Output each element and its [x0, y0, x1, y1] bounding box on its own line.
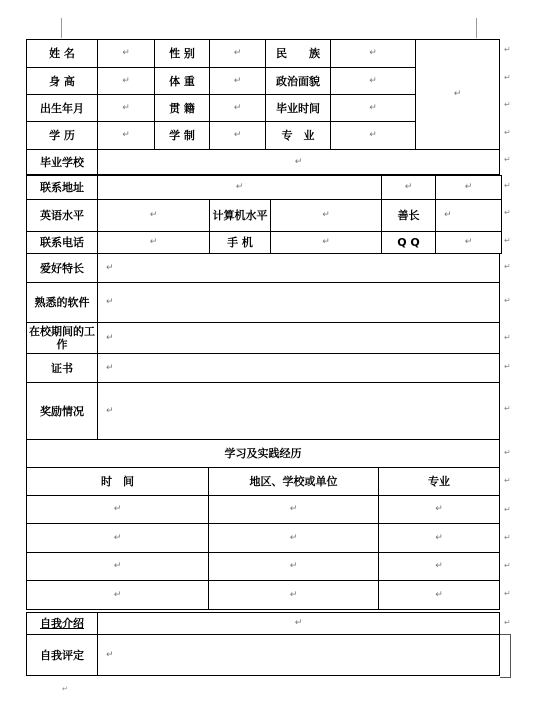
education-input[interactable]: ↵ [98, 122, 155, 150]
certificates-input[interactable]: ↵ [98, 354, 500, 383]
phone-label: 联系电话 [27, 232, 98, 254]
campus-work-input[interactable]: ↵ [98, 323, 500, 354]
self-intro-label: 自我介绍 [27, 613, 98, 635]
experience-row-2-place[interactable]: ↵ [209, 524, 379, 553]
height-label: 身 高 [27, 68, 98, 95]
weight-label: 体 重 [155, 68, 210, 95]
ethnicity-label: 民 族 [266, 40, 331, 68]
awards-input[interactable]: ↵ [98, 383, 500, 440]
weight-input[interactable]: ↵ [210, 68, 266, 95]
experience-row-1-time[interactable]: ↵ [27, 496, 209, 524]
experience-row-3-time[interactable]: ↵ [27, 553, 209, 581]
mobile-label: 手 机 [210, 232, 271, 254]
row-end-mark: ↵ [504, 505, 511, 514]
certificates-label: 证书 [27, 354, 98, 383]
strength-label: 善长 [382, 200, 436, 232]
contact-table [26, 175, 502, 254]
english-input[interactable]: ↵ [98, 200, 210, 232]
row-end-mark: ↵ [504, 236, 511, 245]
self-intro-input[interactable]: ↵ [98, 613, 500, 635]
strength-input[interactable]: ↵ [436, 200, 502, 232]
experience-row-3-major[interactable]: ↵ [379, 553, 500, 581]
row-end-mark: ↵ [504, 73, 511, 82]
name-label: 姓 名 [27, 40, 98, 68]
address-input[interactable]: ↵ [98, 176, 382, 200]
row-end-mark: ↵ [504, 333, 511, 342]
row-end-mark: ↵ [504, 155, 511, 164]
row-end-mark: ↵ [504, 533, 511, 542]
hobbies-input[interactable]: ↵ [98, 254, 500, 283]
name-input[interactable]: ↵ [98, 40, 155, 68]
native-place-label: 贯 籍 [155, 95, 210, 122]
experience-col-major: 专业 [379, 468, 500, 496]
english-label: 英语水平 [27, 200, 98, 232]
row-end-mark: ↵ [504, 128, 511, 137]
gender-label: 性 别 [155, 40, 210, 68]
education-label: 学 历 [27, 122, 98, 150]
political-status-label: 政治面貌 [266, 68, 331, 95]
crop-mark-top-right [476, 18, 477, 38]
row-end-mark: ↵ [504, 448, 511, 457]
row-end-mark: ↵ [504, 589, 511, 598]
row-end-mark: ↵ [504, 476, 511, 485]
ethnicity-input[interactable]: ↵ [331, 40, 416, 68]
software-input[interactable]: ↵ [98, 283, 500, 323]
experience-row-2-major[interactable]: ↵ [379, 524, 500, 553]
height-input[interactable]: ↵ [98, 68, 155, 95]
computer-label: 计算机水平 [210, 200, 271, 232]
row-end-mark: ↵ [504, 208, 511, 217]
row-end-mark: ↵ [504, 262, 511, 271]
major-label: 专 业 [266, 122, 331, 150]
gender-input[interactable]: ↵ [210, 40, 266, 68]
experience-row-3-place[interactable]: ↵ [209, 553, 379, 581]
major-input[interactable]: ↵ [331, 122, 416, 150]
row-end-mark: ↵ [504, 404, 511, 413]
table-end-marker [500, 634, 511, 678]
birth-label: 出生年月 [27, 95, 98, 122]
row-end-mark: ↵ [504, 296, 511, 305]
skills-table [26, 253, 500, 610]
experience-col-time: 时 间 [27, 468, 209, 496]
crop-mark-top-left [61, 18, 62, 38]
birth-input[interactable]: ↵ [98, 95, 155, 122]
row-end-mark: ↵ [504, 561, 511, 570]
experience-col-place: 地区、学校或单位 [209, 468, 379, 496]
qq-label: Q Q [382, 232, 436, 254]
campus-work-label: 在校期间的工作 [27, 323, 98, 354]
trailing-paragraph-mark: ↵ [62, 685, 68, 693]
address-extra-input[interactable]: ↵ [382, 176, 436, 200]
program-length-input[interactable]: ↵ [210, 122, 266, 150]
self-eval-input[interactable]: ↵ [98, 635, 500, 676]
experience-row-4-time[interactable]: ↵ [27, 581, 209, 610]
graduation-label: 毕业时间 [266, 95, 331, 122]
address-extra-input-2[interactable]: ↵ [436, 176, 502, 200]
experience-row-1-major[interactable]: ↵ [379, 496, 500, 524]
phone-input[interactable]: ↵ [98, 232, 210, 254]
school-input[interactable]: ↵ [98, 150, 500, 175]
experience-row-4-place[interactable]: ↵ [209, 581, 379, 610]
experience-row-4-major[interactable]: ↵ [379, 581, 500, 610]
row-end-mark: ↵ [504, 362, 511, 371]
program-length-label: 学 制 [155, 122, 210, 150]
experience-title: 学习及实践经历 [27, 440, 500, 468]
row-end-mark: ↵ [504, 45, 511, 54]
graduation-input[interactable]: ↵ [331, 95, 416, 122]
basic-info-table [26, 39, 500, 175]
mobile-input[interactable]: ↵ [271, 232, 382, 254]
photo-box[interactable]: ↵ [416, 40, 500, 150]
self-table [26, 612, 500, 676]
political-status-input[interactable]: ↵ [331, 68, 416, 95]
row-end-mark: ↵ [504, 181, 511, 190]
row-end-mark: ↵ [504, 618, 511, 627]
awards-label: 奖励情况 [27, 383, 98, 440]
qq-input[interactable]: ↵ [436, 232, 502, 254]
self-eval-label: 自我评定 [27, 635, 98, 676]
software-label: 熟悉的软件 [27, 283, 98, 323]
experience-row-1-place[interactable]: ↵ [209, 496, 379, 524]
hobbies-label: 爱好特长 [27, 254, 98, 283]
school-label: 毕业学校 [27, 150, 98, 175]
native-place-input[interactable]: ↵ [210, 95, 266, 122]
address-label: 联系地址 [27, 176, 98, 200]
computer-input[interactable]: ↵ [271, 200, 382, 232]
experience-row-2-time[interactable]: ↵ [27, 524, 209, 553]
row-end-mark: ↵ [504, 100, 511, 109]
